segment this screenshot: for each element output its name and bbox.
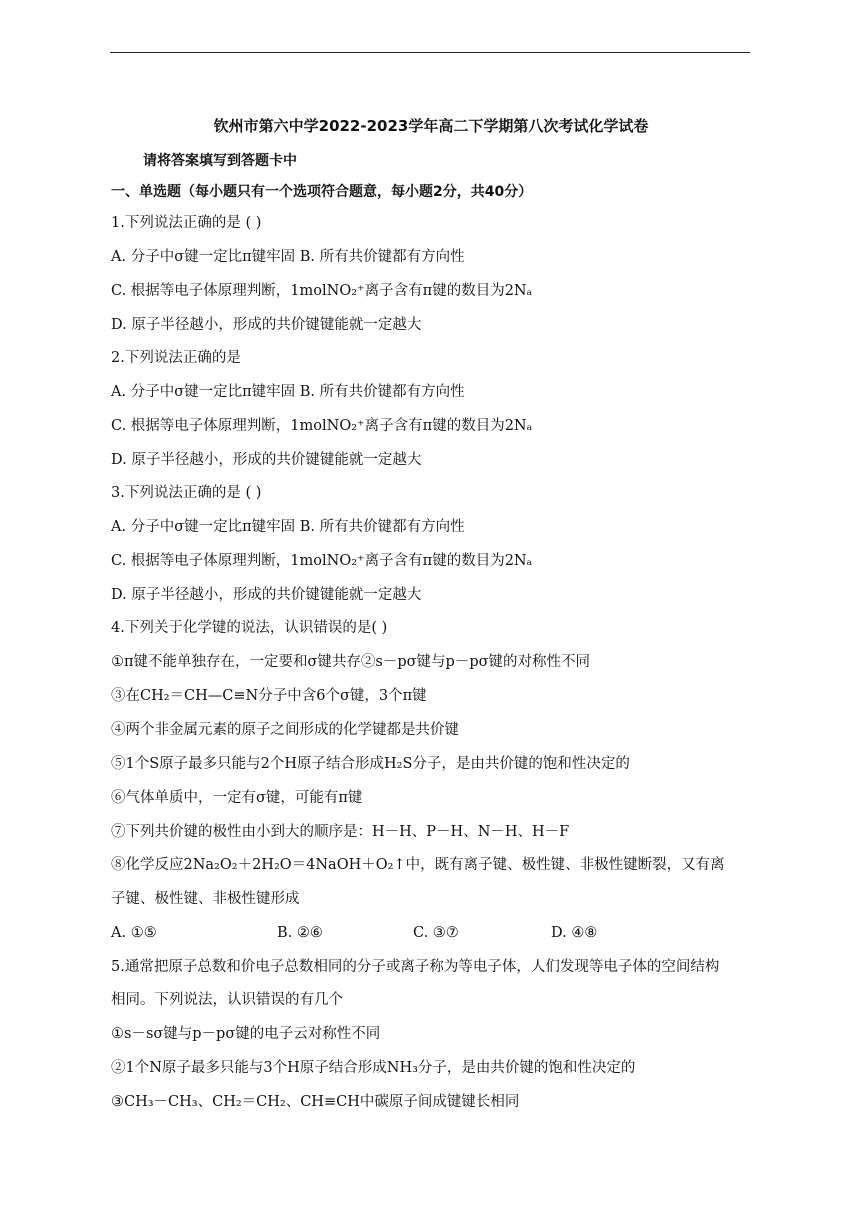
q5-statement-2: ②1个N原子最多只能与3个H原子结合形成NH₃分子，是由共价键的饱和性决定的 (111, 1060, 636, 1076)
q5-stem-cont: 相同。下列说法，认识错误的有几个 (111, 992, 343, 1008)
q3-option-ab: A. 分子中σ键一定比π键牢固 B. 所有共价键都有方向性 (111, 519, 465, 535)
q5-statement-3: ③CH₃－CH₃、CH₂＝CH₂、CH≡CH中碳原子间成键键长相同 (111, 1094, 520, 1110)
q4-statement-4: ④两个非金属元素的原子之间形成的化学键都是共价键 (111, 722, 459, 738)
q2-option-d: D. 原子半径越小，形成的共价键键能就一定越大 (111, 452, 422, 468)
q5-stem: 5.通常把原子总数和价电子总数相同的分子或离子称为等电子体，人们发现等电子体的空间结构 (111, 959, 720, 975)
q4-statement-8-cont: 子键、极性键、非极性键形成 (111, 891, 300, 907)
q4-option-a: A. ①⑤ (111, 925, 157, 941)
q5-statement-1: ①s－sσ键与p－pσ键的电子云对称性不同 (111, 1026, 381, 1042)
q2-option-c: C. 根据等电子体原理判断，1molNO₂⁺离子含有π键的数目为2Nₐ (111, 418, 533, 434)
header-rule (110, 52, 750, 53)
q4-statement-7: ⑦下列共价键的极性由小到大的顺序是：H－H、P－H、N－H、H－F (111, 824, 570, 840)
q1-option-c: C. 根据等电子体原理判断，1molNO₂⁺离子含有π键的数目为2Nₐ (111, 283, 533, 299)
paper-title: 钦州市第六中学2022-2023学年高二下学期第八次考试化学试卷 (213, 117, 649, 135)
q4-option-d: D. ④⑧ (551, 925, 598, 941)
q4-option-c: C. ③⑦ (413, 925, 459, 941)
q4-stem: 4.下列关于化学键的说法，认识错误的是( ) (111, 620, 388, 636)
q1-option-d: D. 原子半径越小，形成的共价键键能就一定越大 (111, 317, 422, 333)
q4-statement-5: ⑤1个S原子最多只能与2个H原子结合形成H₂S分子，是由共价键的饱和性决定的 (111, 756, 630, 772)
instruction: 请将答案填写到答题卡中 (143, 153, 297, 169)
q4-statement-6: ⑥气体单质中，一定有σ键，可能有π键 (111, 790, 363, 806)
q2-option-ab: A. 分子中σ键一定比π键牢固 B. 所有共价键都有方向性 (111, 384, 465, 400)
q3-option-c: C. 根据等电子体原理判断，1molNO₂⁺离子含有π键的数目为2Nₐ (111, 553, 533, 569)
q4-statement-8: ⑧化学反应2Na₂O₂＋2H₂O＝4NaOH＋O₂↑中，既有离子键、极性键、非极性键断裂，又有离 (111, 857, 725, 873)
q1-option-ab: A. 分子中σ键一定比π键牢固 B. 所有共价键都有方向性 (111, 249, 465, 265)
q1-stem: 1.下列说法正确的是 ( ) (111, 215, 262, 231)
q4-statement-3: ③在CH₂＝CH—C≡N分子中含6个σ键，3个π键 (111, 688, 427, 704)
section-heading: 一、单选题（每小题只有一个选项符合题意，每小题2分，共40分） (111, 184, 533, 200)
q4-option-b: B. ②⑥ (277, 925, 323, 941)
q2-stem: 2.下列说法正确的是 (111, 350, 241, 366)
q4-statement-1-2: ①π键不能单独存在，一定要和σ键共存②s－pσ键与p－pσ键的对称性不同 (111, 654, 591, 670)
q3-option-d: D. 原子半径越小，形成的共价键键能就一定越大 (111, 587, 422, 603)
q3-stem: 3.下列说法正确的是 ( ) (111, 485, 262, 501)
